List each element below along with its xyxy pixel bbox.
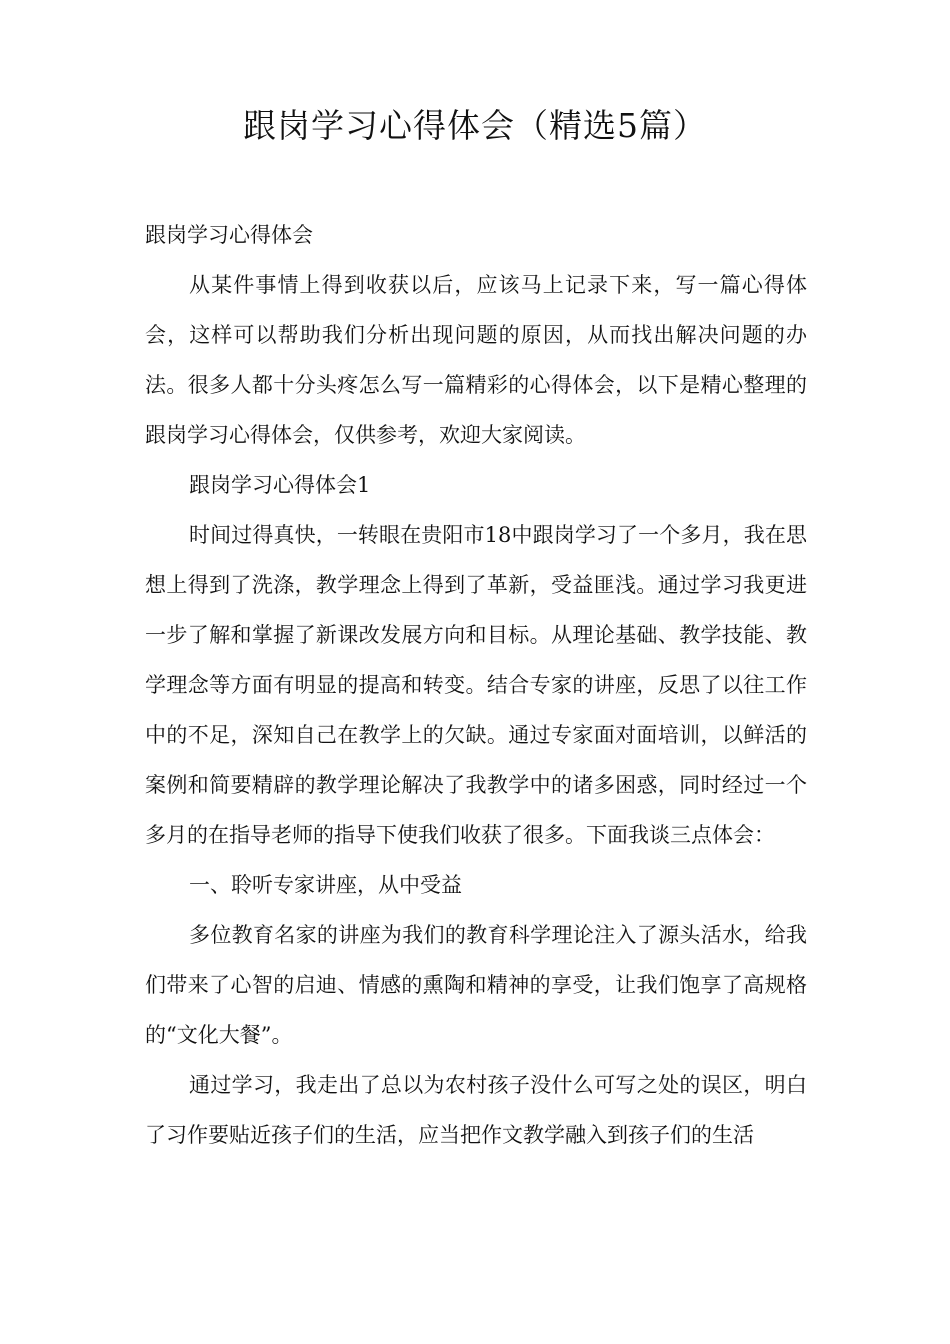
article-heading-1: 跟岗学习心得体会1	[189, 473, 371, 497]
document-body	[145, 210, 807, 1160]
body-paragraph: 时间过得真快，一转眼在贵阳市18中跟岗学习了一个多月，我在思想上得到了洗涤，教学理念上得到了革新，受益匪浅。通过学习我更进一步了解和掌握了新课改发展方向和目标。从理论基础、教学技能、教学理念等方面有明显的提高和转变。结合专家的讲座，反思了以往工作中的不足，深知自己在教学上的欠缺。通过专家面对面培训，以鲜活的案例和简要精辟的教学理论解决了我教学中的诸多困惑，同时经过一个多月的在指导老师的指导下使我们收获了很多。下面我谈三点体会：	[145, 523, 807, 847]
section-heading: 跟岗学习心得体会	[145, 223, 313, 247]
body-paragraph: 多位教育名家的讲座为我们的教育科学理论注入了源头活水，给我们带来了心智的启迪、情感的熏陶和精神的享受，让我们饱享了高规格的“文化大餐”。	[145, 923, 807, 1047]
intro-paragraph: 从某件事情上得到收获以后，应该马上记录下来，写一篇心得体会，这样可以帮助我们分析出现问题的原因，从而找出解决问题的办法。很多人都十分头疼怎么写一篇精彩的心得体会，以下是精心整理的跟岗学习心得体会，仅供参考，欢迎大家阅读。	[145, 273, 807, 447]
body-paragraph: 通过学习，我走出了总以为农村孩子没什么可写之处的误区，明白了习作要贴近孩子们的生活，应当把作文教学融入到孩子们的生活	[145, 1073, 807, 1147]
document-title: 跟岗学习心得体会（精选5篇）	[243, 106, 707, 145]
point-heading-1: 一、聆听专家讲座，从中受益	[189, 873, 462, 897]
